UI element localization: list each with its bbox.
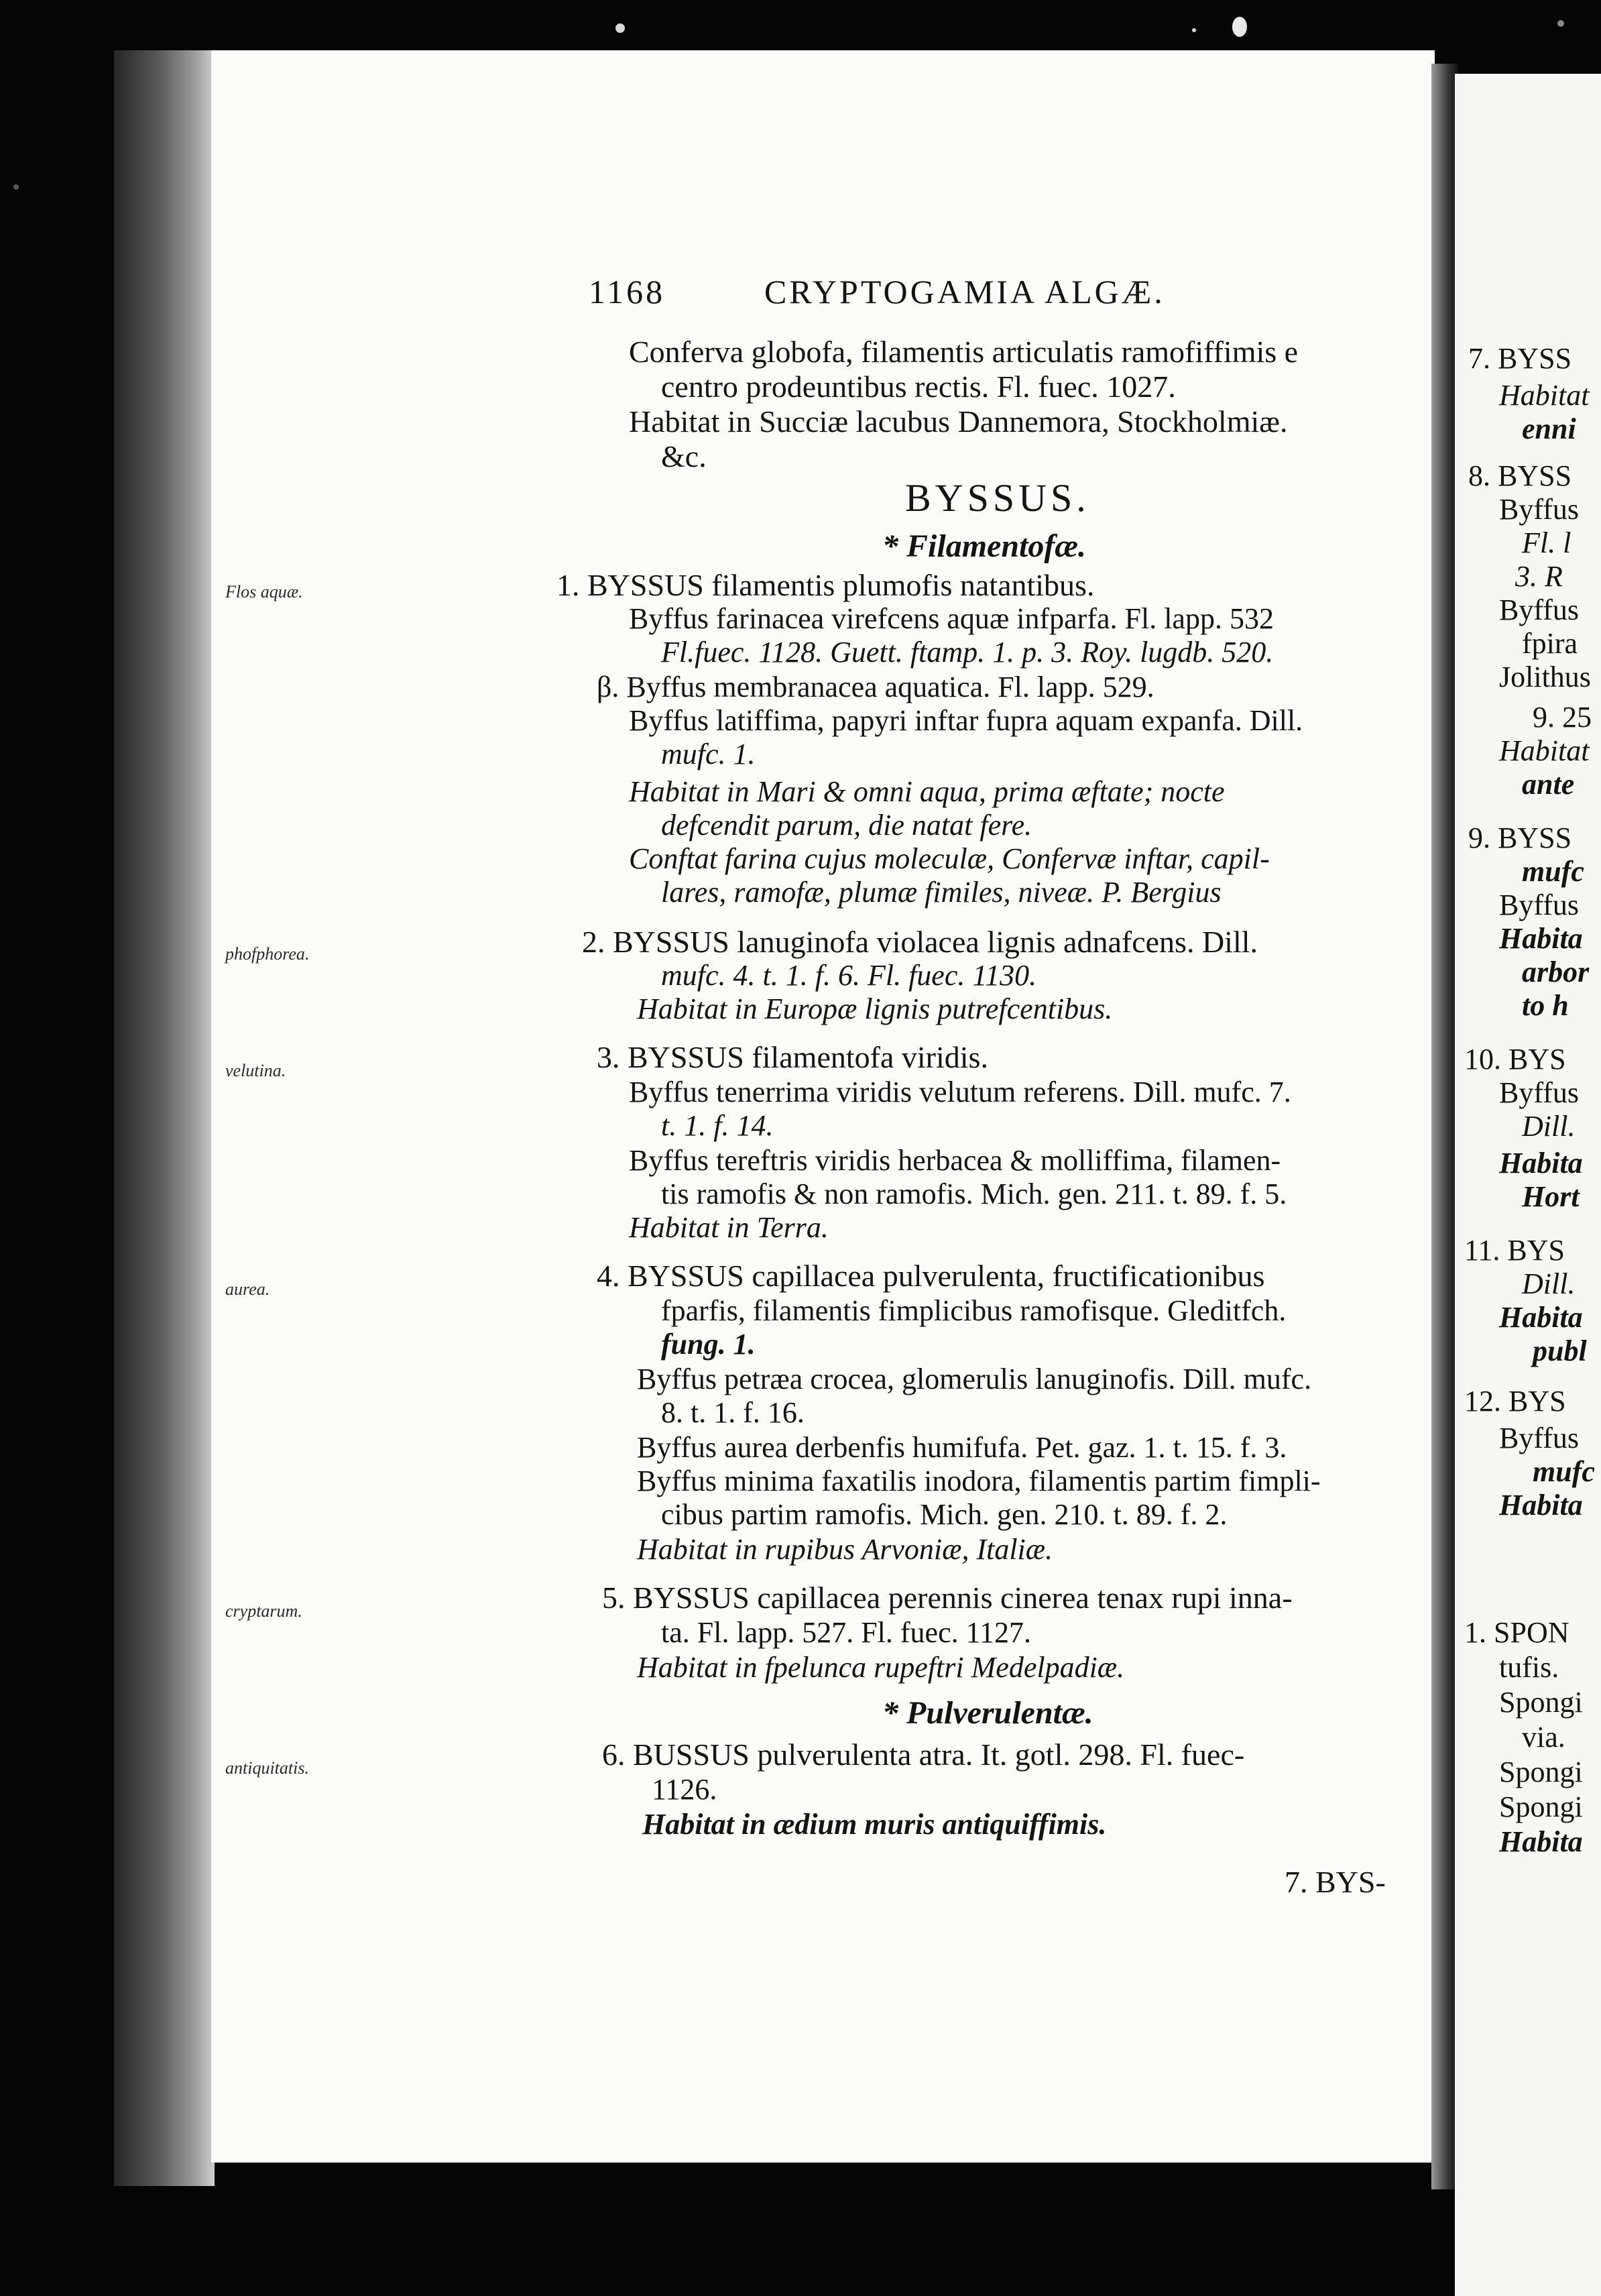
text-line: Byffus latiffima, papyri inftar fupra aquam expanfa. Dill. [629, 704, 1303, 737]
fragment-text: mufc [1533, 1455, 1595, 1488]
text-line: lares, ramofæ, plumæ fimiles, niveæ. P. Bergius [661, 876, 1222, 909]
fragment-text: Fl. l [1522, 526, 1572, 559]
text-line: fparfis, filamentis fimplicibus ramofisque. Gleditfch. [661, 1294, 1287, 1327]
text-line: Habitat in ædium muris antiquiffimis. [642, 1808, 1107, 1841]
text-line: Fl.fuec. 1128. Guett. ftamp. 1. p. 3. Roy. lugdb. 520. [661, 636, 1274, 669]
text-line: Habitat in Mari & omni aqua, prima æftate; nocte [629, 775, 1225, 808]
fragment-text: 9. BYSS [1468, 821, 1572, 854]
fragment-text: via. [1522, 1721, 1565, 1754]
dust-speck [615, 23, 625, 33]
dust-speck [1192, 28, 1196, 32]
text-line: 1126. [652, 1773, 717, 1806]
text-line: fung. 1. [661, 1328, 756, 1361]
text-line: mufc. 4. t. 1. f. 6. Fl. fuec. 1130. [661, 959, 1037, 992]
fragment-text: Dill. [1522, 1110, 1576, 1143]
fragment-text: enni [1522, 412, 1576, 445]
running-title: CRYPTOGAMIA ALGÆ. [764, 273, 1165, 310]
fragment-text: Habita [1499, 922, 1583, 955]
text-line: Conftat farina cujus moleculæ, Confervæ inftar, capil- [629, 842, 1270, 875]
fragment-text: Byffus [1499, 493, 1579, 526]
text-line: t. 1. f. 14. [661, 1109, 774, 1142]
text-line: Habitat in Succiæ lacubus Dannemora, Stockholmiæ. [629, 404, 1288, 439]
catchword: 7. BYS- [1285, 1865, 1386, 1899]
fragment-text: fpira [1522, 627, 1578, 660]
fragment-text: 11. BYS [1464, 1234, 1565, 1267]
text-line: Habitat in Terra. [629, 1211, 829, 1244]
fragment-text: Spongi [1499, 1790, 1583, 1823]
margin-note: phofphorea. [225, 944, 310, 964]
margin-note: velutina. [225, 1061, 286, 1080]
species-entry: 4. BYSSUS capillacea pulverulenta, fructificationibus [597, 1259, 1265, 1293]
text-line: Habitat in rupibus Arvoniæ, Italiæ. [637, 1533, 1053, 1566]
fragment-text: Hort [1522, 1180, 1580, 1213]
section-title: BYSSUS. [905, 476, 1090, 520]
fragment-text: 10. BYS [1464, 1043, 1566, 1076]
fragment-text: arbor [1522, 956, 1590, 988]
subsection-title: * Pulverulentæ. [882, 1695, 1093, 1731]
species-entry: 5. BYSSUS capillacea perennis cinerea tenax rupi inna- [602, 1581, 1293, 1615]
text-line: 8. t. 1. f. 16. [661, 1396, 805, 1429]
fragment-text: 9. 25 [1533, 701, 1592, 734]
text-line: Conferva globofa, filamentis articulatis ramofiffimis e [629, 335, 1299, 369]
margin-note: Flos aquæ. [225, 582, 303, 601]
fragment-text: Habita [1499, 1489, 1583, 1522]
dust-speck [1232, 17, 1247, 37]
fragment-text: Jolithus [1499, 661, 1591, 693]
margin-note: cryptarum. [225, 1601, 302, 1621]
text-line: centro prodeuntibus rectis. Fl. fuec. 1027. [661, 369, 1176, 404]
dust-speck [1557, 20, 1564, 27]
text-line: cibus partim ramofis. Mich. gen. 210. t. 89. f. 2. [661, 1498, 1228, 1531]
text-line: Byffus aurea derbenfis humifufa. Pet. gaz. 1. t. 15. f. 3. [637, 1431, 1287, 1464]
fragment-text: publ [1533, 1334, 1587, 1367]
text-line: ta. Fl. lapp. 527. Fl. fuec. 1127. [661, 1616, 1031, 1649]
fragment-text: 12. BYS [1464, 1385, 1566, 1418]
fragment-text: Dill. [1522, 1267, 1576, 1300]
fragment-text: 8. BYSS [1468, 459, 1572, 492]
right-page [1455, 74, 1601, 2296]
fragment-text: 7. BYSS [1468, 342, 1572, 375]
fragment-text: Byffus [1499, 1076, 1579, 1109]
fragment-text: Habitat [1499, 734, 1590, 767]
species-entry: 2. BYSSUS lanuginofa violacea lignis adnafcens. Dill. [582, 925, 1258, 959]
species-entry: 6. BUSSUS pulverulenta atra. It. gotl. 298. Fl. fuec- [602, 1737, 1245, 1772]
fragment-text: ante [1522, 768, 1575, 801]
fragment-text: 3. R [1515, 560, 1563, 593]
text-line: defcendit parum, die natat fere. [661, 809, 1032, 842]
fragment-text: Habita [1499, 1301, 1583, 1334]
fragment-text: Spongi [1499, 1756, 1583, 1788]
species-entry: 1. BYSSUS filamentis plumofis natantibus. [556, 568, 1095, 602]
dust-speck [13, 184, 19, 190]
fragment-text: Byffus [1499, 888, 1579, 921]
text-line: Byffus minima faxatilis inodora, filamentis partim fimpli- [637, 1465, 1321, 1497]
book-spine-shadow [114, 50, 215, 2186]
fragment-text: Byffus [1499, 593, 1579, 626]
fragment-text: Habita [1499, 1147, 1583, 1180]
species-entry: 3. BYSSUS filamentofa viridis. [597, 1040, 988, 1074]
text-line: tis ramofis & non ramofis. Mich. gen. 211. t. 89. f. 5. [661, 1178, 1287, 1210]
fragment-text: mufc [1522, 855, 1584, 888]
text-line: Byffus petræa crocea, glomerulis lanuginofis. Dill. mufc. [637, 1363, 1312, 1395]
text-line: Habitat in fpelunca rupeftri Medelpadiæ. [637, 1651, 1125, 1684]
fragment-text: to h [1522, 989, 1569, 1022]
fragment-text: Byffus [1499, 1422, 1579, 1454]
fragment-text: Spongi [1499, 1686, 1583, 1719]
text-line: Byffus tereftris viridis herbacea & molliffima, filamen- [629, 1144, 1281, 1177]
text-line: &c. [661, 439, 707, 473]
text-line: mufc. 1. [661, 738, 756, 770]
book-gutter [1431, 64, 1458, 2189]
page-number: 1168 [589, 273, 666, 310]
text-line: Byffus farinacea virefcens aquæ infparfa. Fl. lapp. 532 [629, 602, 1274, 635]
margin-note: antiquitatis. [225, 1758, 309, 1778]
margin-note: aurea. [225, 1279, 270, 1299]
text-line: Byffus tenerrima viridis velutum referens. Dill. mufc. 7. [629, 1076, 1291, 1108]
fragment-text: 1. SPON [1464, 1616, 1569, 1649]
text-line: β. Byffus membranacea aquatica. Fl. lapp. 529. [597, 671, 1154, 703]
fragment-text: tufis. [1499, 1651, 1559, 1684]
text-line: Habitat in Europæ lignis putrefcentibus. [637, 992, 1113, 1025]
fragment-text: Habitat [1499, 379, 1590, 412]
fragment-text: Habita [1499, 1825, 1583, 1858]
subsection-title: * Filamentofæ. [882, 528, 1087, 564]
